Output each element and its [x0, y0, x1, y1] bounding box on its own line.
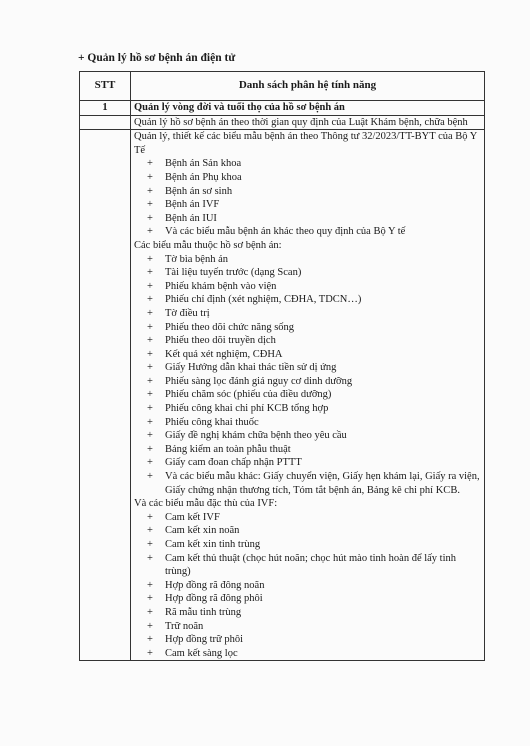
- list-item: + Giấy cam đoan chấp nhận PTTT: [134, 456, 481, 470]
- list-item: + Kết quả xét nghiệm, CĐHA: [134, 348, 481, 362]
- row-title: Quản lý vòng đời và tuổi thọ của hồ sơ bệnh án: [131, 101, 485, 116]
- list-item: + Hợp đồng rã đông phôi: [134, 592, 481, 606]
- empty-stt-cell: [80, 115, 131, 130]
- list-item: + Phiếu sàng lọc đánh giá nguy cơ dinh dưỡng: [134, 375, 481, 389]
- forms-group-label: Các biểu mẫu thuộc hồ sơ bệnh án:: [134, 239, 282, 251]
- list-item: + Phiếu theo dõi chức năng sống: [134, 321, 481, 335]
- list-item: + Giấy đề nghị khám chữa bệnh theo yêu cầu: [134, 429, 481, 443]
- list-item: + Rã mẫu tinh trùng: [134, 606, 481, 620]
- col-features-header: Danh sách phân hệ tính năng: [131, 72, 485, 101]
- list-item: + Phiếu chăm sóc (phiếu của điều dưỡng): [134, 388, 481, 402]
- list-item: + Tờ bìa bệnh án: [134, 253, 481, 267]
- row-stt: 1: [80, 101, 131, 116]
- list-item: + Bệnh án sơ sinh: [134, 185, 481, 199]
- list-item: + Phiếu công khai thuốc: [134, 416, 481, 430]
- feature-table: [79, 71, 485, 661]
- list-item: + Tờ điều trị: [134, 307, 481, 321]
- retention-cell: Quản lý hồ sơ bệnh án theo thời gian quy định của Luật Khám bệnh, chữa bệnh: [131, 115, 485, 130]
- section-heading: + Quản lý hồ sơ bệnh án điện tử: [78, 52, 236, 64]
- table-header-row: [80, 72, 485, 101]
- list-item: + Bệnh án Phụ khoa: [134, 171, 481, 185]
- list-item: + Cam kết xin tinh trùng: [134, 538, 481, 552]
- table-row: [80, 130, 485, 661]
- table-row: [80, 115, 485, 130]
- list-item: + Hợp đồng rã đông noãn: [134, 579, 481, 593]
- list-item: + Và các biểu mẫu bệnh án khác theo quy định của Bộ Y tế: [134, 225, 481, 239]
- empty-stt-cell: [80, 130, 131, 661]
- list-item: + Trữ noãn: [134, 620, 481, 634]
- list-item: + Bệnh án Sản khoa: [134, 157, 481, 171]
- list-item: + Tài liệu tuyến trước (dạng Scan): [134, 266, 481, 280]
- record-types-list: [134, 157, 481, 239]
- list-item: + Bệnh án IVF: [134, 198, 481, 212]
- list-item: + Bảng kiểm an toàn phẫu thuật: [134, 443, 481, 457]
- list-item: + Phiếu chỉ định (xét nghiệm, CĐHA, TDCN…): [134, 293, 481, 307]
- ivf-forms-list: [134, 511, 481, 661]
- list-item: + Bệnh án IUI: [134, 212, 481, 226]
- forms-intro: Quản lý, thiết kế các biểu mẫu bệnh án theo Thông tư 32/2023/TT-BYT của Bộ Y Tế: [134, 131, 477, 156]
- list-item: + Phiếu khám bệnh vào viện: [134, 280, 481, 294]
- list-item: + Phiếu công khai chi phí KCB tổng hợp: [134, 402, 481, 416]
- list-item: + Cam kết xin noãn: [134, 524, 481, 538]
- forms-cell: [131, 130, 485, 661]
- list-item: + Cam kết thủ thuật (chọc hút noãn; chọc hút mào tinh hoàn để lấy tinh trùng): [134, 552, 481, 579]
- list-item: + Cam kết IVF: [134, 511, 481, 525]
- list-item: + Và các biểu mẫu khác: Giấy chuyển viện, Giấy hẹn khám lại, Giấy ra viện, Giấy chứng nhận thương tích, Tóm tắt bệnh án, Bảng kê chi phí KCB.: [134, 470, 481, 497]
- table-row: [80, 101, 485, 116]
- record-forms-list: [134, 253, 481, 498]
- list-item: + Giấy Hướng dẫn khai thác tiền sử dị ứng: [134, 361, 481, 375]
- ivf-group-label: Và các biểu mẫu đặc thù của IVF:: [134, 498, 278, 510]
- list-item: + Cam kết sàng lọc: [134, 647, 481, 661]
- list-item: + Phiếu theo dõi truyền dịch: [134, 334, 481, 348]
- col-stt-header: STT: [80, 72, 131, 101]
- list-item: + Hợp đồng trữ phôi: [134, 633, 481, 647]
